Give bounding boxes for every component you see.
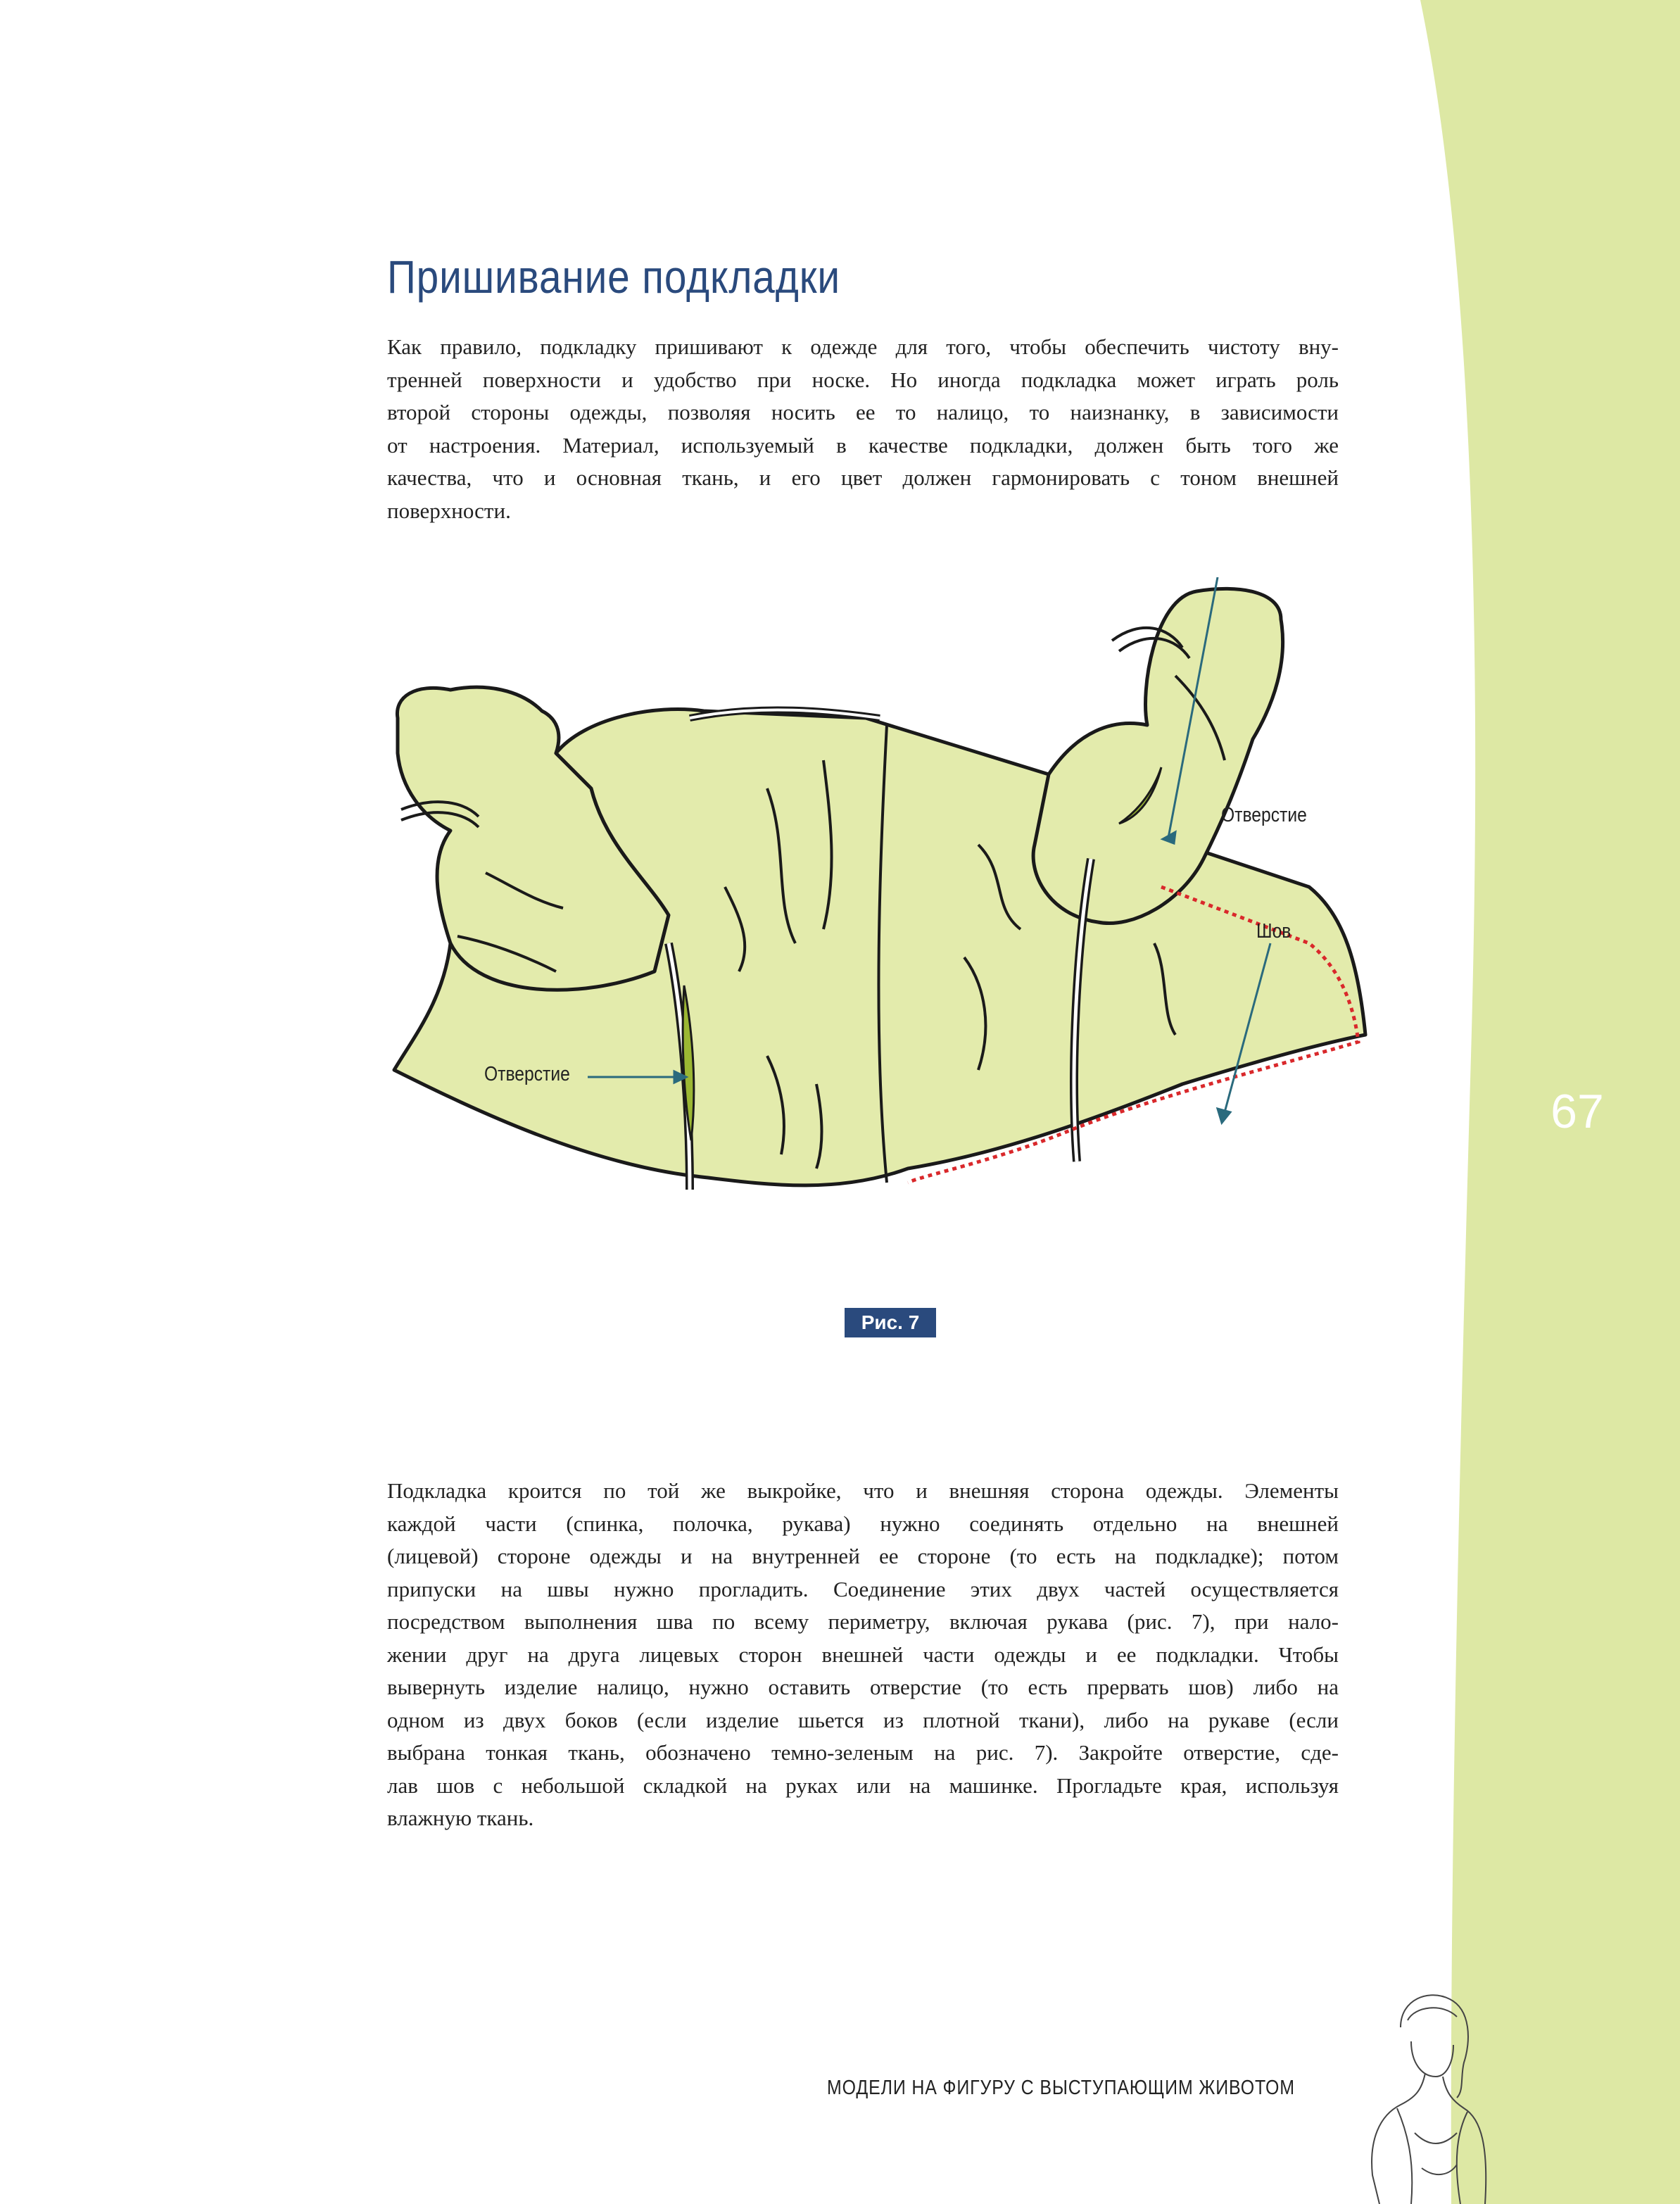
text-line: Как правило, подкладку пришивают к одежде для того, чтобы обеспечить чистоту вну-: [387, 334, 1339, 359]
label-seam: Шов: [1256, 920, 1291, 943]
label-hole-right: Отверстие: [1221, 804, 1307, 826]
woman-figure-sketch: [1358, 1985, 1499, 2204]
intro-paragraph: [387, 331, 1339, 527]
figure-caption: Рис. 7: [845, 1308, 936, 1337]
text-line: припуски на швы нужно прогладить. Соединение этих двух частей осуществляется: [387, 1576, 1339, 1601]
text-line: одном из двух боков (если изделие шьется из плотной ткани), либо на рукаве (если: [387, 1707, 1339, 1732]
label-hole-left: Отверстие: [484, 1063, 570, 1085]
text-line: поверхности.: [387, 498, 511, 523]
text-line: жении друг на друга лицевых сторон внешней части одежды и ее подкладки. Чтобы: [387, 1642, 1339, 1667]
text-line: влажную ткань.: [387, 1806, 534, 1830]
text-line: от настроения. Материал, используемый в качестве подкладки, должен быть того же: [387, 432, 1339, 458]
text-line: выбрана тонкая ткань, обозначено темно-зеленым на рис. 7). Закройте отверстие, сде-: [387, 1740, 1339, 1765]
page-number: 67: [1550, 1085, 1604, 1138]
text-line: каждой части (спинка, полочка, рукава) нужно соединять отдельно на внешней: [387, 1511, 1339, 1536]
text-line: (лицевой) стороне одежды и на внутренней ее стороне (то есть на подкладке); потом: [387, 1544, 1339, 1568]
text-line: качества, что и основная ткань, и его цвет должен гармонировать с тоном внешней: [387, 465, 1339, 490]
text-line: тренней поверхности и удобство при носке. Но иногда подкладка может играть роль: [387, 367, 1339, 392]
jacket-lining-illustration: [373, 577, 1372, 1295]
text-line: вывернуть изделие налицо, нужно оставить отверстие (то есть прервать шов) либо на: [387, 1675, 1339, 1699]
text-line: второй стороны одежды, позволяя носить ее то налицо, то наизнанку, в зависимости: [387, 400, 1339, 424]
running-footer: МОДЕЛИ НА ФИГУРУ С ВЫСТУПАЮЩИМ ЖИВОТОМ: [827, 2077, 1295, 2099]
body-paragraph: [387, 1475, 1339, 1835]
text-line: Подкладка кроится по той же выкройке, что и внешняя сторона одежды. Элементы: [387, 1478, 1339, 1503]
section-title: Пришивание подкладки: [387, 251, 840, 303]
text-line: посредством выполнения шва по всему периметру, включая рукава (рис. 7), при нало-: [387, 1609, 1339, 1634]
text-line: лав шов с небольшой складкой на руках или на машинке. Прогладьте края, используя: [387, 1772, 1339, 1798]
